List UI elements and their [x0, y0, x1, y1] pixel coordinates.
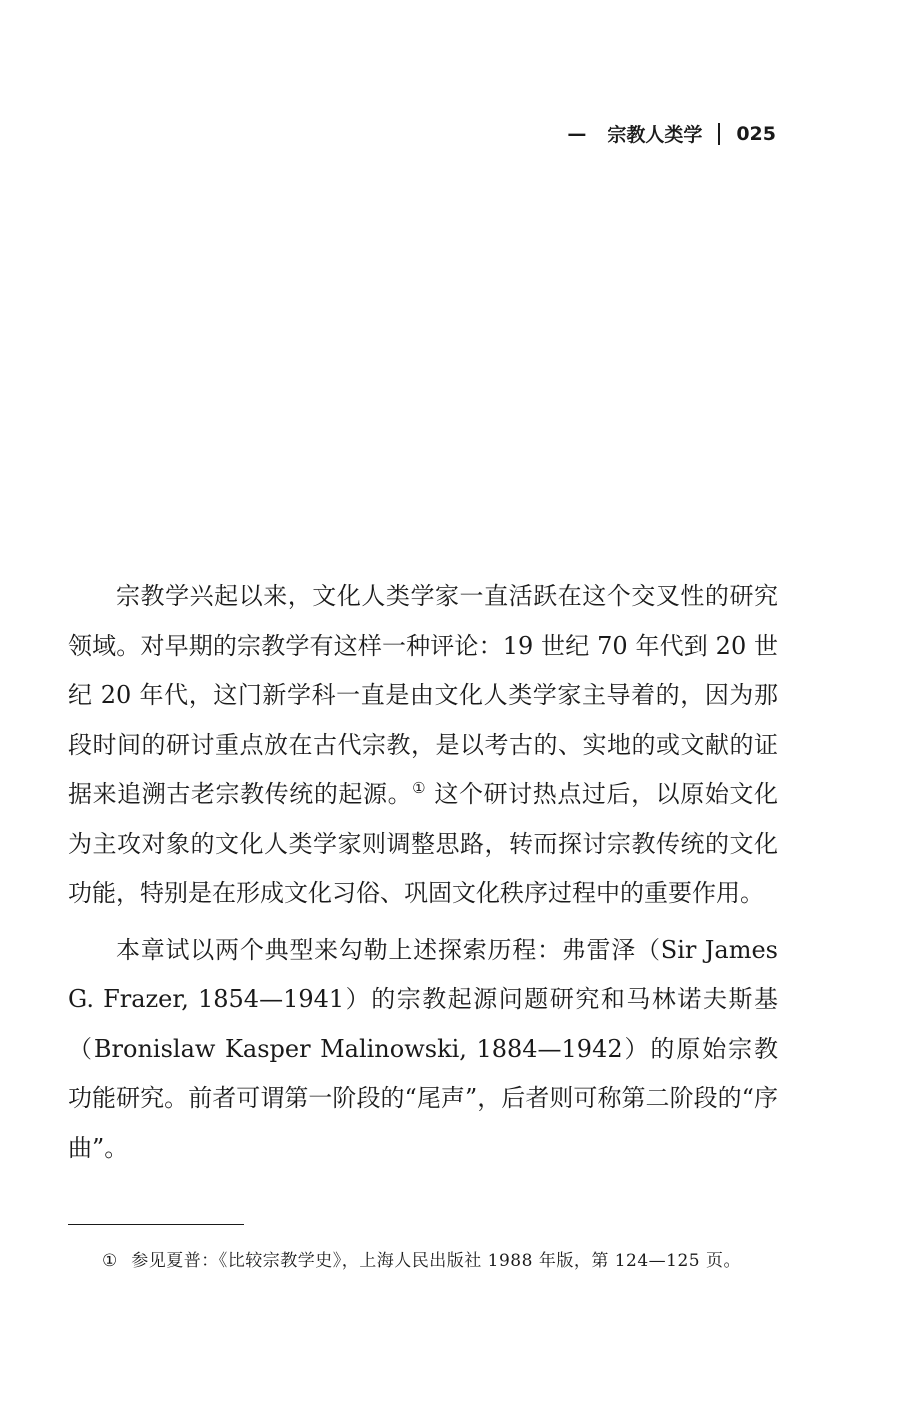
paragraph-1-text-b: 这个研讨热点过后，以原始文化为主攻对象的文化人类学家则调整思路，转而探讨宗教传统的文化功能，特别是在形成文化习俗、巩固文化秩序过程中的重要作用。: [68, 780, 778, 907]
header-dash: —: [567, 122, 586, 145]
running-header: [567, 120, 776, 147]
paragraph-1-text-a: 宗教学兴起以来，文化人类学家一直活跃在这个交叉性的研究领域。对早期的宗教学有这样一种评论：19 世纪 70 年代到 20 世纪 20 年代，这门新学科一直是由文化人类学家主导着的，因为那段时间的研讨重点放在古代宗教，是以考古的、实地的或文献的证据来追溯古老宗教传统的起源。: [68, 582, 778, 808]
footnote: [102, 1248, 782, 1274]
header-separator: [718, 123, 720, 145]
chapter-title: 宗教人类学: [607, 124, 703, 146]
footnote-divider: [68, 1224, 244, 1225]
footnote-marker: ①: [102, 1251, 118, 1271]
footnote-text: 参见夏普：《比较宗教学史》，上海人民出版社 1988 年版，第 124—125 页。: [131, 1251, 742, 1271]
main-text: [68, 572, 778, 1180]
page-number: 025: [736, 122, 776, 145]
paragraph-1: [68, 572, 778, 919]
paragraph-2: 本章试以两个典型来勾勒上述探索历程：弗雷泽（Sir James G. Frazer, 1854—1941）的宗教起源问题研究和马林诺夫斯基（Bronislaw Kasper Malinowski, 1884—1942）的原始宗教功能研究。前者可谓第一阶段的“尾声”，后者则可称第二阶段的“序曲”。: [68, 935, 778, 1162]
footnote-reference[interactable]: ①: [412, 779, 427, 797]
